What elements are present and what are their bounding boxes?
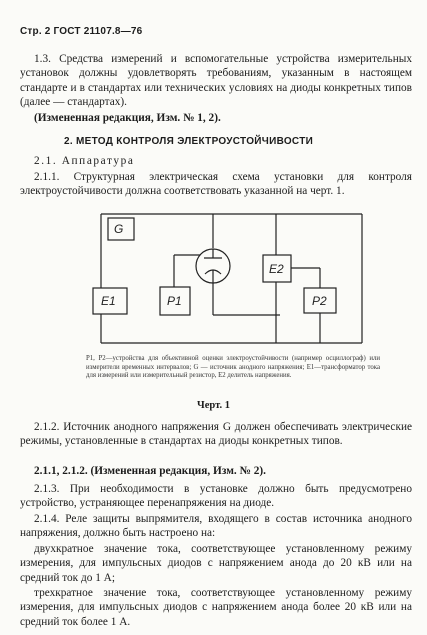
diagram-caption: P1, P2—устройства для объективной оценки электроустойчивости (например осциллограф) или измерители временных интервалов; G — источник анодного напряжения; E1—трансформатор тока для измерений или измерительный резистор, E2 делитель напряжения.	[86, 355, 380, 379]
section-title: 2. МЕТОД КОНТРОЛЯ ЭЛЕКТРОУСТОЙЧИВОСТИ	[64, 136, 314, 147]
paragraph-2-1-2: 2.1.2. Источник анодного напряжения G должен обеспечивать электрические режимы, установленные в стандартах на диоды конкретных типов.	[20, 421, 412, 448]
figure-title: Черт. 1	[197, 400, 230, 411]
amendment-note-1: (Измененная редакция, Изм. № 1, 2).	[34, 112, 221, 124]
label-g: G	[114, 222, 124, 236]
label-e2: E2	[269, 262, 284, 276]
label-e1: E1	[101, 294, 116, 308]
amendment-note-2: 2.1.1, 2.1.2. (Измененная редакция, Изм. № 2).	[34, 465, 266, 477]
list-item-2: трехкратное значение тока, соответствующее установленному режиму измерения, для импульсных диодов с напряжением анода более 20 кВ или на средний ток более 1 А.	[20, 587, 412, 628]
label-p2: P2	[312, 294, 327, 308]
paragraph-2-1-1: 2.1.1. Структурная электрическая схема установки для контроля электроустойчивости должна соответствовать указанной на черт. 1.	[20, 171, 412, 198]
paragraph-1-3: 1.3. Средства измерений и вспомогательные устройства измерительных установок должны удовлетворять требованиям, указанным в настоящем стандарте и в стандартах или технических условиях на диоды конкретных типов (далее — стандартах).	[20, 53, 412, 109]
paragraph-2-1-3: 2.1.3. При необходимости в установке должно быть предусмотрено устройство, устраняющее перенапряжения на диоде.	[20, 483, 412, 510]
page-header: Стр. 2 ГОСТ 21107.8—76	[20, 26, 143, 37]
subsection-2-1: 2.1. Аппаратура	[34, 155, 135, 167]
label-p1: P1	[167, 294, 182, 308]
list-item-1: двухкратное значение тока, соответствующее установленному режиму измерения, для импульсных диодов с напряжением анода до 20 кВ или на средний ток до 1 А;	[20, 543, 412, 584]
paragraph-2-1-4: 2.1.4. Реле защиты выпрямителя, входящего в состав источника анодного напряжения, должно быть настроено на:	[20, 513, 412, 540]
